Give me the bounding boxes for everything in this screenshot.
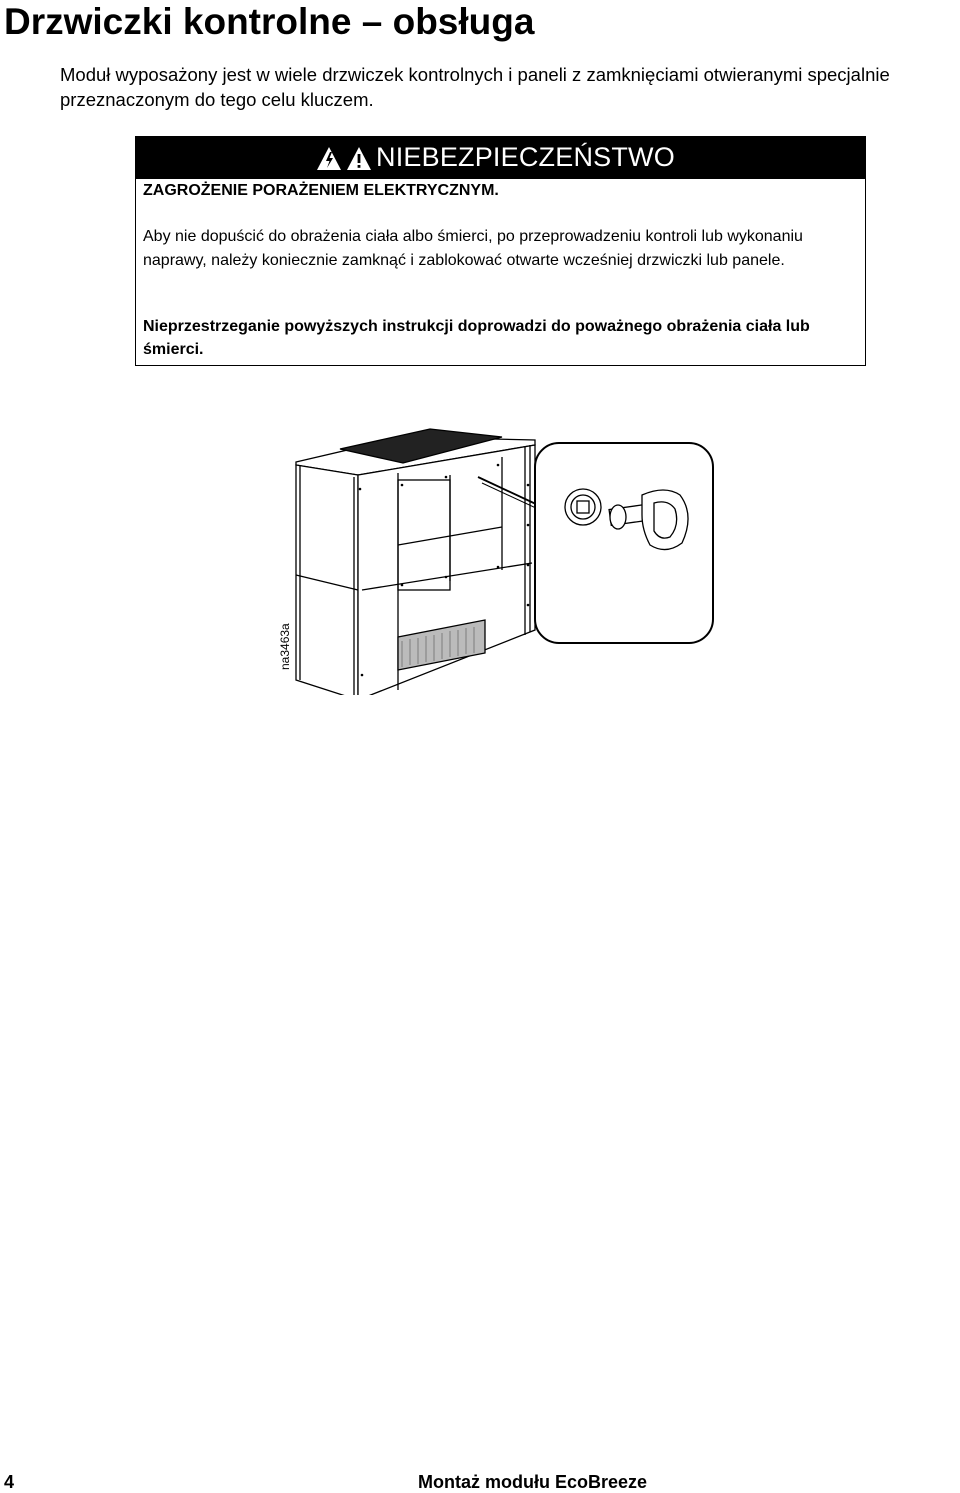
danger-consequence: Nieprzestrzeganie powyższych instrukcji doprowadzi do poważnego obrażenia ciała lub śmierci.	[143, 318, 810, 358]
danger-title: NIEBEZPIECZEŃSTWO	[376, 142, 675, 172]
warning-icon	[347, 147, 371, 170]
module-illustration	[270, 425, 720, 695]
danger-instructions: Aby nie dopuścić do obrażenia ciała albo śmierci, po przeprowadzeniu kontroli lub wykonaniu naprawy, należy koniecznie zamknąć i zablokować otwarte wcześniej drzwiczki lub panele.	[143, 228, 803, 269]
footer-doc-title: Montaż modułu EcoBreeze	[418, 1472, 648, 1492]
danger-header	[136, 137, 865, 179]
figure-label: na3463a	[278, 623, 292, 670]
lock-detail-box	[535, 443, 713, 643]
page-number: 4	[4, 1472, 15, 1492]
danger-icons	[316, 145, 372, 173]
module-side-face	[296, 465, 358, 695]
hazard-type: ZAGROŻENIE PORAŻENIEM ELEKTRYCZNYM.	[143, 182, 499, 199]
danger-box	[135, 136, 866, 366]
electrical-hazard-icon	[317, 147, 341, 170]
intro-paragraph: Moduł wyposażony jest w wiele drzwiczek kontrolnych i paneli z zamknięciami otwieranymi specjalnie przeznaczonym do tego celu kluczem.	[60, 64, 890, 110]
page-title: Drzwiczki kontrolne – obsługa	[4, 1, 535, 42]
